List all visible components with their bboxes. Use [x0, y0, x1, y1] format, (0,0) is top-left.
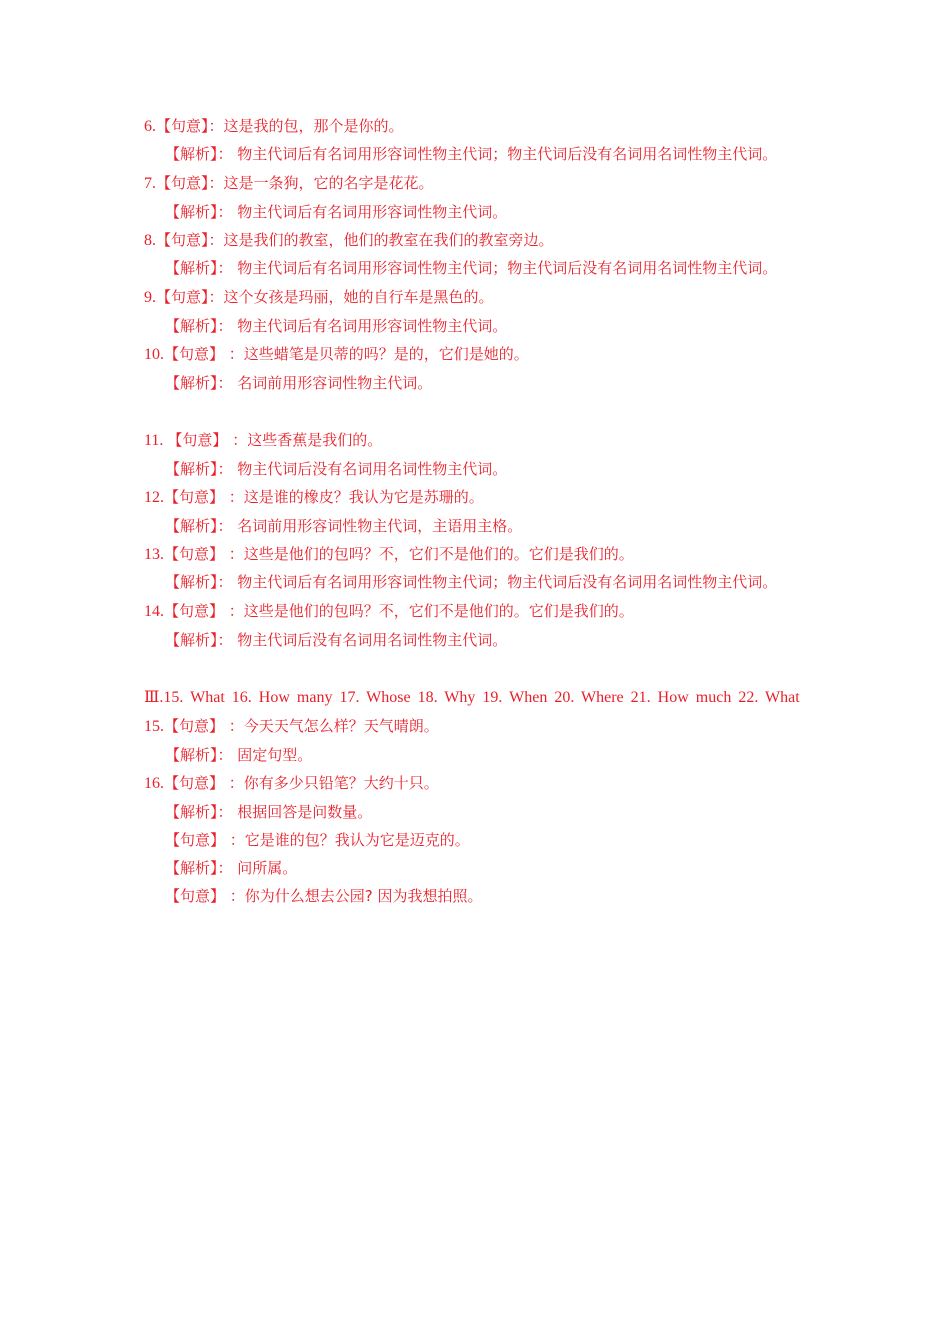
- item-9-analysis: 【解析】： 物主代词后有名词用形容词性物主代词。: [165, 317, 508, 335]
- item-12-translation: 12.【句意】 ：这是谁的橡皮？我认为它是苏珊的。: [144, 488, 484, 506]
- item-13-analysis: 【解析】： 物主代词后有名词用形容词性物主代词；物主代词后没有名词用名词性物主代词。: [165, 573, 778, 591]
- section-spacer: [144, 397, 804, 426]
- item-7-analysis: 【解析】： 物主代词后有名词用形容词性物主代词。: [165, 203, 508, 221]
- answer-block-6-10: [144, 112, 804, 397]
- item-10-translation: 10.【句意】 ：这些蜡笔是贝蒂的吗？是的，它们是她的。: [144, 345, 529, 363]
- item-18-translation: 【句意】 ：你为什么想去公园? 因为我想拍照。: [165, 887, 483, 905]
- item-11-analysis: 【解析】： 物主代词后没有名词用名词性物主代词。: [165, 460, 508, 478]
- item-6-analysis: 【解析】： 物主代词后有名词用形容词性物主代词；物主代词后没有名词用名词性物主代词。: [165, 145, 778, 163]
- item-11-translation: 11. 【句意】 ：这些香蕉是我们的。: [144, 431, 383, 449]
- item-16-analysis: 【解析】： 根据回答是问数量。: [165, 803, 373, 821]
- item-16-translation: 16.【句意】 ：你有多少只铅笔？大约十只。: [144, 774, 439, 792]
- item-8-analysis: 【解析】： 物主代词后有名词用形容词性物主代词；物主代词后没有名词用名词性物主代词。: [165, 259, 778, 277]
- item-17-translation: 【句意】 ：它是谁的包？我认为它是迈克的。: [165, 831, 470, 849]
- item-14-translation: 14.【句意】 ：这些是他们的包吗？不，它们不是他们的。它们是我们的。: [144, 602, 634, 620]
- answer-key-content: [144, 112, 804, 910]
- answer-block-15-22: [144, 712, 804, 910]
- item-15-translation: 15.【句意】 ：今天天气怎么样？天气晴朗。: [144, 717, 439, 735]
- item-10-analysis: 【解析】： 名词前用形容词性物主代词。: [165, 374, 433, 392]
- section-iii-answers: Ⅲ.15. What 16. How many 17. Whose 18. Why 19. When 20. Where 21. How much 22. What: [144, 689, 800, 706]
- item-9-translation: 9.【句意】：这个女孩是玛丽，她的自行车是黑色的。: [144, 288, 494, 306]
- item-15-analysis: 【解析】： 固定句型。: [165, 746, 313, 764]
- item-12-analysis: 【解析】： 名词前用形容词性物主代词，主语用主格。: [165, 517, 523, 535]
- item-17-analysis: 【解析】： 问所属。: [165, 859, 298, 877]
- item-14-analysis: 【解析】： 物主代词后没有名词用名词性物主代词。: [165, 631, 508, 649]
- section-spacer: [144, 654, 804, 683]
- item-8-translation: 8.【句意】：这是我们的教室，他们的教室在我们的教室旁边。: [144, 231, 554, 249]
- answer-block-11-14: [144, 426, 804, 654]
- item-6-translation: 6.【句意】：这是我的包，那个是你的。: [144, 117, 404, 135]
- item-13-translation: 13.【句意】 ：这些是他们的包吗？不，它们不是他们的。它们是我们的。: [144, 545, 634, 563]
- item-7-translation: 7.【句意】：这是一条狗，它的名字是花花。: [144, 174, 434, 192]
